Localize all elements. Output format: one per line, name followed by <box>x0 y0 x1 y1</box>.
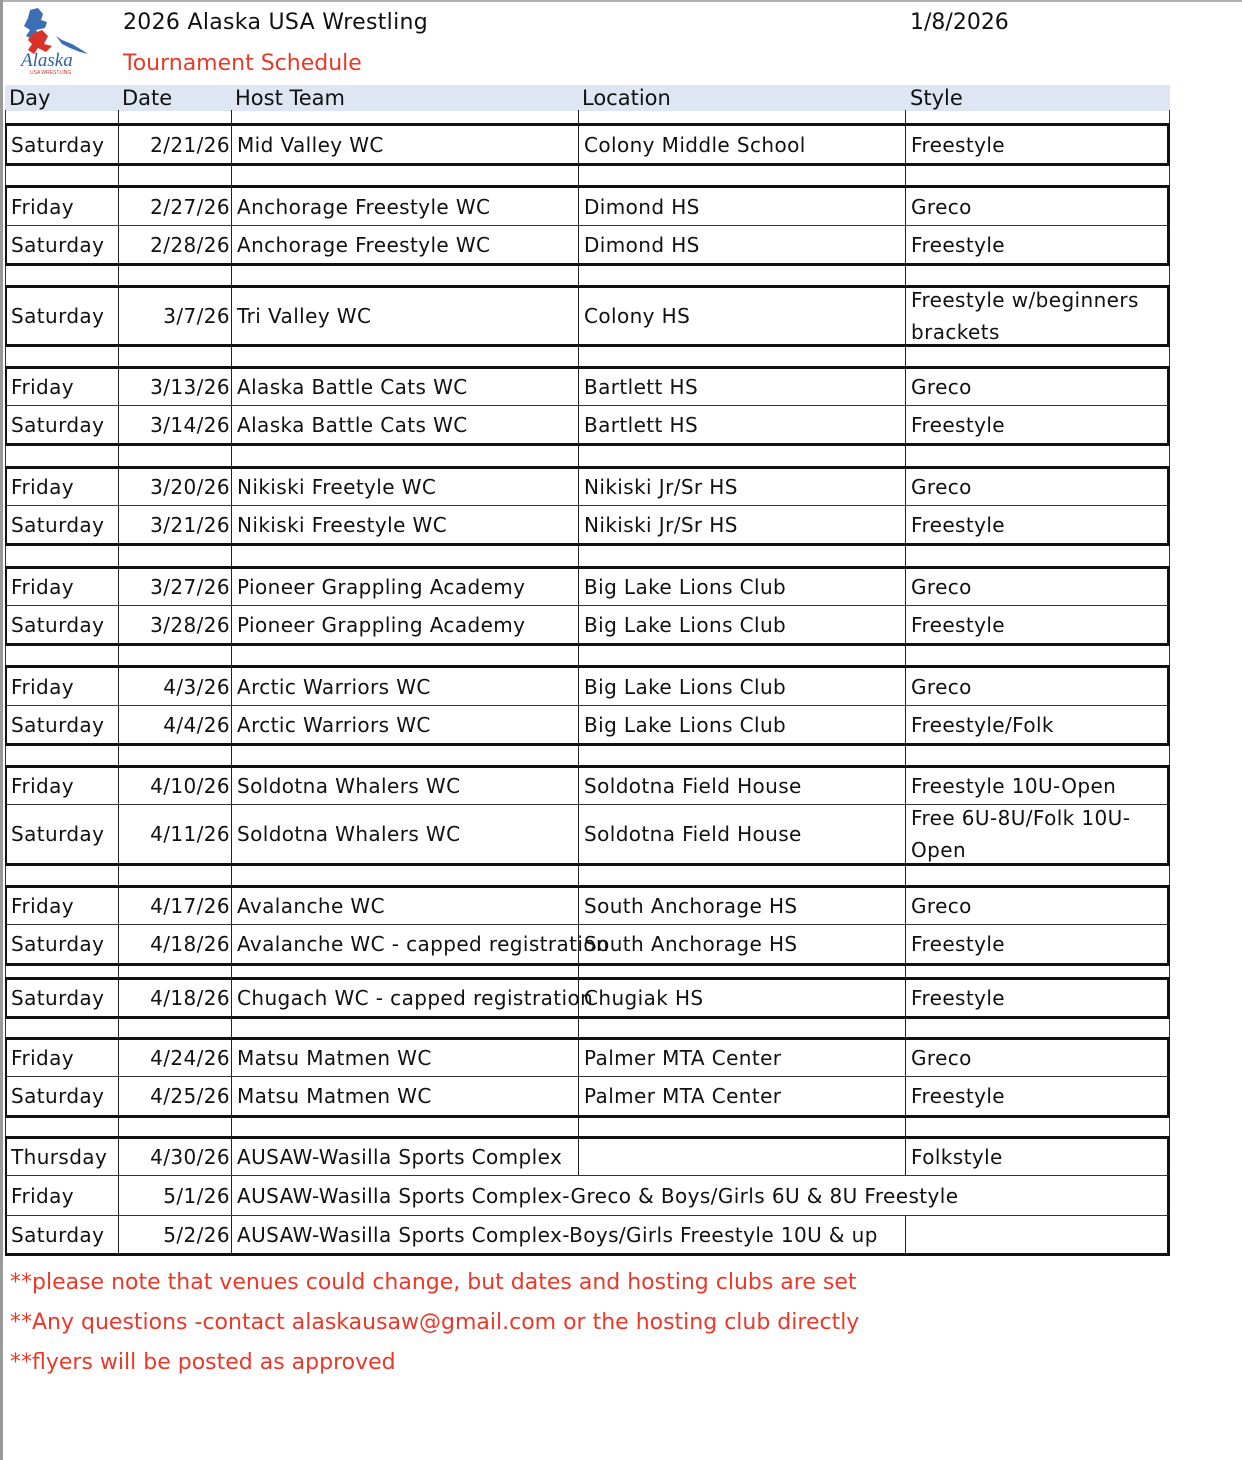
note-venues: **please note that venues could change, but dates and hosting clubs are set <box>10 1270 857 1295</box>
note-flyers: **flyers will be posted as approved <box>10 1350 396 1375</box>
column-divider <box>118 166 119 185</box>
cell-location: Soldotna Field House <box>584 822 802 846</box>
spacer-row <box>5 166 1170 185</box>
schedule-row <box>5 885 1170 925</box>
cell-location: Colony Middle School <box>584 132 806 157</box>
cell-host: Pioneer Grappling Academy <box>237 575 526 599</box>
cell-day: Saturday <box>11 612 105 637</box>
cell-host: Arctic Warriors WC <box>237 712 431 737</box>
spacer-row <box>5 446 1170 466</box>
schedule-row <box>5 185 1170 226</box>
cell-host: Avalanche WC - capped registration <box>237 932 610 956</box>
schedule-row <box>5 977 1170 1019</box>
cell-day: Saturday <box>11 986 105 1010</box>
cell-location: Palmer MTA Center <box>584 1084 782 1108</box>
spacer-row <box>5 266 1170 285</box>
cell-location: South Anchorage HS <box>584 932 798 956</box>
column-divider <box>578 966 579 977</box>
schedule-row <box>5 406 1170 446</box>
cell-style: Freestyle 10U-Open <box>911 774 1117 798</box>
column-divider <box>118 110 119 123</box>
schedule-row <box>5 466 1170 506</box>
cell-style <box>907 1216 1172 1253</box>
cell-style: Freestyle <box>911 232 1006 257</box>
cell-location: Chugiak HS <box>584 986 704 1010</box>
schedule-row <box>5 1176 1170 1216</box>
cell-date: 4/30/26 <box>150 1145 230 1169</box>
column-header-day: Day <box>9 86 51 110</box>
cell-date: 2/28/26 <box>150 232 230 257</box>
cell-host: Alaska Battle Cats WC <box>237 375 468 399</box>
schedule-row <box>5 665 1170 706</box>
column-divider <box>231 746 232 765</box>
cell-style: Freestyle <box>911 512 1006 537</box>
column-divider <box>118 546 119 566</box>
cell-style: Freestyle <box>911 932 1006 956</box>
column-divider <box>231 446 232 466</box>
cell-style: Freestyle <box>911 1084 1006 1108</box>
cell-style: Freestyle w/beginners brackets <box>911 288 1139 344</box>
cell-date: 3/27/26 <box>150 575 230 599</box>
column-divider <box>905 746 906 765</box>
spacer-row <box>5 546 1170 566</box>
cell-host: Nikiski Freetyle WC <box>237 475 437 499</box>
cell-day: Friday <box>11 575 75 599</box>
cell-style: Folkstyle <box>911 1145 1003 1169</box>
column-divider <box>905 546 906 566</box>
column-divider <box>231 866 232 885</box>
column-divider <box>578 546 579 566</box>
cell-date: 3/28/26 <box>150 612 230 637</box>
column-divider <box>578 866 579 885</box>
cell-location <box>580 1139 907 1175</box>
schedule-row <box>5 285 1170 347</box>
cell-day: Saturday <box>11 232 105 257</box>
spacer-row <box>5 966 1170 977</box>
spacer-row <box>5 1118 1170 1136</box>
cell-host: Alaska Battle Cats WC <box>237 412 468 437</box>
column-divider <box>231 1118 232 1136</box>
cell-host: Chugach WC - capped registration <box>237 986 594 1010</box>
cell-day: Friday <box>11 1183 75 1208</box>
schedule-row <box>5 765 1170 805</box>
cell-day: Saturday <box>11 132 105 157</box>
column-divider <box>118 347 119 366</box>
cell-date: 4/25/26 <box>150 1084 230 1108</box>
cell-location: Colony HS <box>584 304 691 328</box>
column-divider <box>578 1118 579 1136</box>
cell-day: Thursday <box>11 1145 108 1169</box>
cell-host: AUSAW-Wasilla Sports Complex <box>237 1145 563 1169</box>
spacer-row <box>5 646 1170 665</box>
cell-style: Greco <box>911 674 972 699</box>
spacer-row <box>5 110 1170 123</box>
cell-style: Freestyle <box>911 986 1006 1010</box>
cell-location: Big Lake Lions Club <box>584 674 787 699</box>
column-divider <box>905 446 906 466</box>
cell-date: 4/10/26 <box>150 774 230 798</box>
column-divider <box>231 1019 232 1037</box>
cell-style: Greco <box>911 575 972 599</box>
cell-date: 3/20/26 <box>150 475 230 499</box>
cell-location: Dimond HS <box>584 232 700 257</box>
column-divider <box>118 266 119 285</box>
document-subtitle: Tournament Schedule <box>123 51 362 76</box>
schedule-row <box>5 366 1170 406</box>
column-divider <box>231 546 232 566</box>
cell-date: 5/2/26 <box>163 1222 230 1247</box>
column-header-host: Host Team <box>235 86 345 110</box>
cell-host: Avalanche WC <box>237 894 385 918</box>
cell-host: Anchorage Freestyle WC <box>237 194 491 219</box>
cell-host: Soldotna Whalers WC <box>237 774 461 798</box>
cell-location: Bartlett HS <box>584 375 699 399</box>
column-divider <box>118 746 119 765</box>
column-divider <box>905 266 906 285</box>
cell-host: Soldotna Whalers WC <box>237 822 461 846</box>
column-divider <box>578 266 579 285</box>
column-divider <box>905 1118 906 1136</box>
cell-date: 4/18/26 <box>150 986 230 1010</box>
column-header-row <box>5 85 1170 111</box>
column-divider <box>905 866 906 885</box>
cell-date: 4/24/26 <box>150 1046 230 1070</box>
column-divider <box>905 166 906 185</box>
cell-day: Friday <box>11 774 75 798</box>
column-divider <box>905 1019 906 1037</box>
schedule-row <box>5 566 1170 606</box>
cell-date: 4/3/26 <box>163 674 230 699</box>
column-divider <box>118 1118 119 1136</box>
cell-day: Friday <box>11 1046 75 1070</box>
cell-day: Saturday <box>11 712 105 737</box>
schedule-row <box>5 606 1170 646</box>
cell-host: Pioneer Grappling Academy <box>237 612 526 637</box>
page-top-border <box>0 0 1242 2</box>
column-divider <box>231 166 232 185</box>
cell-date: 2/27/26 <box>150 194 230 219</box>
cell-day: Saturday <box>11 1222 105 1247</box>
column-divider <box>905 966 906 977</box>
schedule-row <box>5 1216 1170 1256</box>
cell-style: Free 6U-8U/Folk 10U-Open <box>911 806 1131 862</box>
cell-day: Friday <box>11 475 75 499</box>
cell-date: 3/7/26 <box>163 304 230 328</box>
cell-host: AUSAW-Wasilla Sports Complex-Boys/Girls Freestyle 10U & up <box>237 1222 878 1247</box>
column-divider <box>118 646 119 665</box>
cell-style: Greco <box>911 375 972 399</box>
cell-date: 3/21/26 <box>150 512 230 537</box>
cell-day: Friday <box>11 674 75 699</box>
document-date: 1/8/2026 <box>910 10 1009 35</box>
cell-date: 5/1/26 <box>163 1183 230 1208</box>
column-divider <box>905 646 906 665</box>
cell-host: AUSAW-Wasilla Sports Complex-Greco & Boys/Girls 6U & 8U Freestyle <box>237 1183 959 1208</box>
cell-style: Greco <box>911 1046 972 1070</box>
cell-host: Arctic Warriors WC <box>237 674 431 699</box>
column-divider <box>231 646 232 665</box>
page-left-border <box>0 0 3 1460</box>
cell-style: Greco <box>911 894 972 918</box>
column-divider <box>578 446 579 466</box>
column-divider <box>118 966 119 977</box>
column-divider <box>118 446 119 466</box>
column-divider <box>231 966 232 977</box>
cell-style: Freestyle <box>911 412 1006 437</box>
cell-date: 3/13/26 <box>150 375 230 399</box>
cell-day: Saturday <box>11 412 105 437</box>
column-divider <box>578 166 579 185</box>
schedule-row <box>5 506 1170 546</box>
column-divider <box>118 1019 119 1037</box>
schedule-row <box>5 1037 1170 1077</box>
schedule-row <box>5 123 1170 166</box>
column-divider <box>578 347 579 366</box>
cell-host: Tri Valley WC <box>237 304 372 328</box>
document-title: 2026 Alaska USA Wrestling <box>123 10 429 35</box>
logo-wordmark: Alaska <box>21 50 73 71</box>
column-header-style: Style <box>910 86 963 110</box>
schedule-row <box>5 1077 1170 1118</box>
alaska-usa-wrestling-logo <box>16 6 94 76</box>
column-divider <box>905 110 906 123</box>
cell-day: Saturday <box>11 304 105 328</box>
logo-subtext: USA WRESTLING <box>30 70 72 76</box>
cell-date: 3/14/26 <box>150 412 230 437</box>
cell-style: Greco <box>911 194 972 219</box>
schedule-row <box>5 1136 1170 1176</box>
schedule-row <box>5 226 1170 266</box>
cell-host: Nikiski Freestyle WC <box>237 512 448 537</box>
cell-day: Friday <box>11 375 75 399</box>
note-contact: **Any questions -contact alaskausaw@gmail.com or the hosting club directly <box>10 1310 860 1335</box>
cell-day: Saturday <box>11 1084 105 1108</box>
schedule-row <box>5 925 1170 966</box>
spacer-row <box>5 1019 1170 1037</box>
cell-location: Nikiski Jr/Sr HS <box>584 475 738 499</box>
column-divider <box>578 110 579 123</box>
cell-style: Greco <box>911 475 972 499</box>
column-divider <box>118 866 119 885</box>
column-divider <box>578 646 579 665</box>
cell-location: South Anchorage HS <box>584 894 798 918</box>
cell-location: Bartlett HS <box>584 412 699 437</box>
column-header-location: Location <box>582 86 671 110</box>
cell-day: Friday <box>11 894 75 918</box>
cell-style: Freestyle/Folk <box>911 712 1054 737</box>
column-divider <box>231 266 232 285</box>
spacer-row <box>5 746 1170 765</box>
cell-date: 4/17/26 <box>150 894 230 918</box>
column-header-date: Date <box>122 86 173 110</box>
cell-date: 4/18/26 <box>150 932 230 956</box>
cell-location: Soldotna Field House <box>584 774 802 798</box>
cell-location: Big Lake Lions Club <box>584 612 787 637</box>
cell-host: Mid Valley WC <box>237 132 384 157</box>
cell-style: Freestyle <box>911 132 1006 157</box>
column-divider <box>905 347 906 366</box>
cell-day: Saturday <box>11 512 105 537</box>
cell-location: Palmer MTA Center <box>584 1046 782 1070</box>
cell-host: Matsu Matmen WC <box>237 1084 432 1108</box>
cell-location: Nikiski Jr/Sr HS <box>584 512 738 537</box>
cell-day: Saturday <box>11 822 105 846</box>
spacer-row <box>5 347 1170 366</box>
cell-day: Saturday <box>11 932 105 956</box>
cell-host: Anchorage Freestyle WC <box>237 232 491 257</box>
cell-date: 4/11/26 <box>150 822 230 846</box>
cell-location: Big Lake Lions Club <box>584 575 787 599</box>
column-divider <box>231 110 232 123</box>
cell-host: Matsu Matmen WC <box>237 1046 432 1070</box>
column-divider <box>578 746 579 765</box>
schedule-row <box>5 805 1170 866</box>
column-divider <box>231 347 232 366</box>
cell-date: 4/4/26 <box>163 712 230 737</box>
cell-style: Freestyle <box>911 612 1006 637</box>
column-divider <box>578 1019 579 1037</box>
cell-location: Big Lake Lions Club <box>584 712 787 737</box>
cell-date: 2/21/26 <box>150 132 230 157</box>
schedule-row <box>5 706 1170 746</box>
cell-location: Dimond HS <box>584 194 700 219</box>
spacer-row <box>5 866 1170 885</box>
cell-day: Friday <box>11 194 75 219</box>
